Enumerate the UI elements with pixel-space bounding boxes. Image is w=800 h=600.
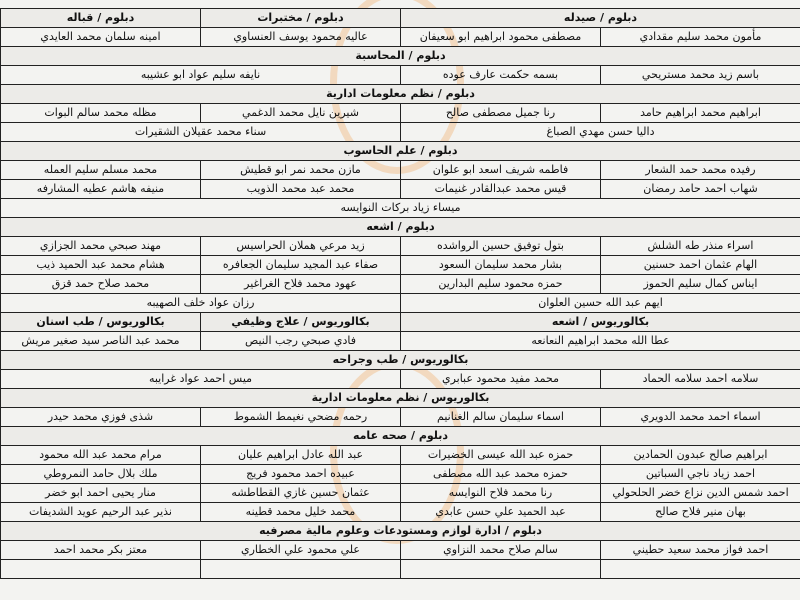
name-cell: رنا محمد فلاح النوايسه bbox=[401, 484, 601, 503]
results-table-sheet bbox=[0, 8, 800, 579]
name-cell: معتز بكر محمد احمد bbox=[1, 541, 201, 560]
name-cell: داليا حسن مهدي الصباغ bbox=[401, 123, 800, 142]
section-title-cell: دبلوم / ادارة لوازم ومستودعات وعلوم مالية مصرفيه bbox=[1, 522, 800, 541]
table-row bbox=[1, 408, 800, 427]
name-cell: ايهم عبد الله حسين العلوان bbox=[401, 294, 800, 313]
name-cell: مازن محمد نمر ابو قطيش bbox=[201, 161, 401, 180]
table-row bbox=[1, 28, 800, 47]
section-title-cell: بكالوريوس / طب وجراحه bbox=[1, 351, 800, 370]
table-row bbox=[1, 237, 800, 256]
name-cell: سلامه احمد سلامه الحماد bbox=[601, 370, 800, 389]
table-row bbox=[1, 199, 800, 218]
table-row bbox=[1, 66, 800, 85]
name-cell: صفاء عبد المجيد سليمان الجعافره bbox=[201, 256, 401, 275]
name-cell bbox=[601, 560, 800, 579]
name-cell: هشام محمد عبد الحميد ذيب bbox=[1, 256, 201, 275]
name-cell bbox=[401, 560, 601, 579]
name-cell: مأمون محمد سليم مقدادي bbox=[601, 28, 800, 47]
section-title-cell: بكالوريوس / نظم معلومات ادارية bbox=[1, 389, 800, 408]
section-title-cell: دبلوم / علم الحاسوب bbox=[1, 142, 800, 161]
name-cell: مرام محمد عبد الله محمود bbox=[1, 446, 201, 465]
name-cell: محمد صلاح حمد قزق bbox=[1, 275, 201, 294]
name-cell: رزان عواد خلف الصهيبه bbox=[1, 294, 401, 313]
name-cell: عثمان حسين غازي القطاطشه bbox=[201, 484, 401, 503]
name-cell: ابراهيم صالح عبدون الحمادين bbox=[601, 446, 800, 465]
section-header-row bbox=[1, 142, 800, 161]
name-cell: حمزه محمود سليم البدارين bbox=[401, 275, 601, 294]
name-cell: مهند صبحي محمد الجزازي bbox=[1, 237, 201, 256]
name-cell: سالم صلاح محمد النزاوي bbox=[401, 541, 601, 560]
name-cell: ابراهيم محمد ابراهيم حامد bbox=[601, 104, 800, 123]
name-cell: حمزه عبد الله عيسى الخضيرات bbox=[401, 446, 601, 465]
name-cell: امينه سلمان محمد العايدي bbox=[1, 28, 201, 47]
section-title-cell: بكالوريوس / اشعه bbox=[401, 313, 800, 332]
name-cell: نايفه سليم عواد ابو عشيبه bbox=[1, 66, 401, 85]
table-row bbox=[1, 180, 800, 199]
section-header-row bbox=[1, 218, 800, 237]
table-row bbox=[1, 294, 800, 313]
name-cell: عبيده احمد محمود فريج bbox=[201, 465, 401, 484]
name-cell: احمد شمس الدين نزاع خضر الحلحولي bbox=[601, 484, 800, 503]
name-cell: عبد الله عادل ابراهيم عليان bbox=[201, 446, 401, 465]
name-cell: شهاب احمد حامد رمضان bbox=[601, 180, 800, 199]
table-row bbox=[1, 465, 800, 484]
name-cell: اسماء سليمان سالم الغنانيم bbox=[401, 408, 601, 427]
section-header-row bbox=[1, 522, 800, 541]
name-cell: مصطفى محمود ابراهيم ابو سعيفان bbox=[401, 28, 601, 47]
name-cell: عاليه محمود يوسف العنساوي bbox=[201, 28, 401, 47]
section-title-cell: دبلوم / المحاسبة bbox=[1, 47, 800, 66]
table-row bbox=[1, 541, 800, 560]
column-header-row bbox=[1, 9, 800, 28]
name-cell: بتول توفيق حسين الرواشده bbox=[401, 237, 601, 256]
column-header-row bbox=[1, 313, 800, 332]
name-cell: اسماء احمد محمد الدويري bbox=[601, 408, 800, 427]
name-cell: محمد مفيد محمود عبابري bbox=[401, 370, 601, 389]
table-row bbox=[1, 503, 800, 522]
name-cell: بسمه حكمت عارف عوده bbox=[401, 66, 601, 85]
section-title-cell: دبلوم / نظم معلومات ادارية bbox=[1, 85, 800, 104]
name-cell: فادي صبحي رجب النيص bbox=[201, 332, 401, 351]
name-cell: باسم زيد محمد مستريحي bbox=[601, 66, 800, 85]
name-cell: بهان منير فلاح صالح bbox=[601, 503, 800, 522]
name-cell: ايناس كمال سليم الحموز bbox=[601, 275, 800, 294]
name-cell: ملك بلال حامد النمروطي bbox=[1, 465, 201, 484]
name-cell: زيد مرعي هملان الحراسيس bbox=[201, 237, 401, 256]
section-title-cell: بكالوريوس / طب اسنان bbox=[1, 313, 201, 332]
name-cell: حمزه محمد عبد الله مصطفى bbox=[401, 465, 601, 484]
name-cell: ميساء زياد بركات النوايسه bbox=[1, 199, 800, 218]
name-cell: ميس احمد عواد غرايبه bbox=[1, 370, 401, 389]
name-cell: منيفه هاشم عطيه المشارفه bbox=[1, 180, 201, 199]
name-cell: شذى فوزي محمد حيدر bbox=[1, 408, 201, 427]
table-row bbox=[1, 256, 800, 275]
table-row bbox=[1, 161, 800, 180]
table-row bbox=[1, 275, 800, 294]
name-cell: عبد الحميد علي حسن عابدي bbox=[401, 503, 601, 522]
table-row bbox=[1, 332, 800, 351]
name-cell: رنا جميل مصطفى صالح bbox=[401, 104, 601, 123]
table-row bbox=[1, 123, 800, 142]
name-cell: محمد عبد محمد الذويب bbox=[201, 180, 401, 199]
section-title-cell: دبلوم / مختبرات bbox=[201, 9, 401, 28]
name-cell: عهود محمد فلاح الغراغير bbox=[201, 275, 401, 294]
section-header-row bbox=[1, 351, 800, 370]
name-cell: نذير عبد الرحيم عويد الشديفات bbox=[1, 503, 201, 522]
name-cell: اسراء منذر طه الشلش bbox=[601, 237, 800, 256]
name-cell: الهام عثمان احمد حسنين bbox=[601, 256, 800, 275]
name-cell: بشار محمد سليمان السعود bbox=[401, 256, 601, 275]
name-cell: سناء محمد عقيلان الشقيرات bbox=[1, 123, 401, 142]
name-cell: مظله محمد سالم البوات bbox=[1, 104, 201, 123]
section-header-row bbox=[1, 389, 800, 408]
name-cell: قيس محمد عبدالقادر غنيمات bbox=[401, 180, 601, 199]
name-cell: علي محمود علي الخطاري bbox=[201, 541, 401, 560]
name-cell: رحمه مضحي نغيمط الشموط bbox=[201, 408, 401, 427]
name-cell: منار يحيى احمد ابو خضر bbox=[1, 484, 201, 503]
section-title-cell: بكالوريوس / علاج وظيفي bbox=[201, 313, 401, 332]
table-row bbox=[1, 370, 800, 389]
name-cell: احمد زياد ناجي السباتين bbox=[601, 465, 800, 484]
section-title-cell: دبلوم / صيدله bbox=[401, 9, 800, 28]
name-cell: احمد فواز محمد سعيد حطيني bbox=[601, 541, 800, 560]
name-cell: محمد عبد الناصر سيد صغير مريش bbox=[1, 332, 201, 351]
table-row bbox=[1, 560, 800, 579]
table-row bbox=[1, 104, 800, 123]
section-header-row bbox=[1, 427, 800, 446]
name-cell bbox=[1, 560, 201, 579]
name-cell: محمد مسلم سليم العمله bbox=[1, 161, 201, 180]
name-cell: عطا الله محمد ابراهيم النعانعه bbox=[401, 332, 800, 351]
name-cell: فاطمه شريف اسعد ابو علوان bbox=[401, 161, 601, 180]
table-row bbox=[1, 484, 800, 503]
name-cell: محمد خليل محمد قطينه bbox=[201, 503, 401, 522]
section-title-cell: دبلوم / صحه عامه bbox=[1, 427, 800, 446]
section-title-cell: دبلوم / قباله bbox=[1, 9, 201, 28]
name-cell bbox=[201, 560, 401, 579]
name-cell: شيرين نايل محمد الدغمي bbox=[201, 104, 401, 123]
section-header-row bbox=[1, 47, 800, 66]
results-table bbox=[0, 8, 800, 579]
section-title-cell: دبلوم / اشعه bbox=[1, 218, 800, 237]
name-cell: رفيده محمد حمد الشعار bbox=[601, 161, 800, 180]
table-row bbox=[1, 446, 800, 465]
section-header-row bbox=[1, 85, 800, 104]
